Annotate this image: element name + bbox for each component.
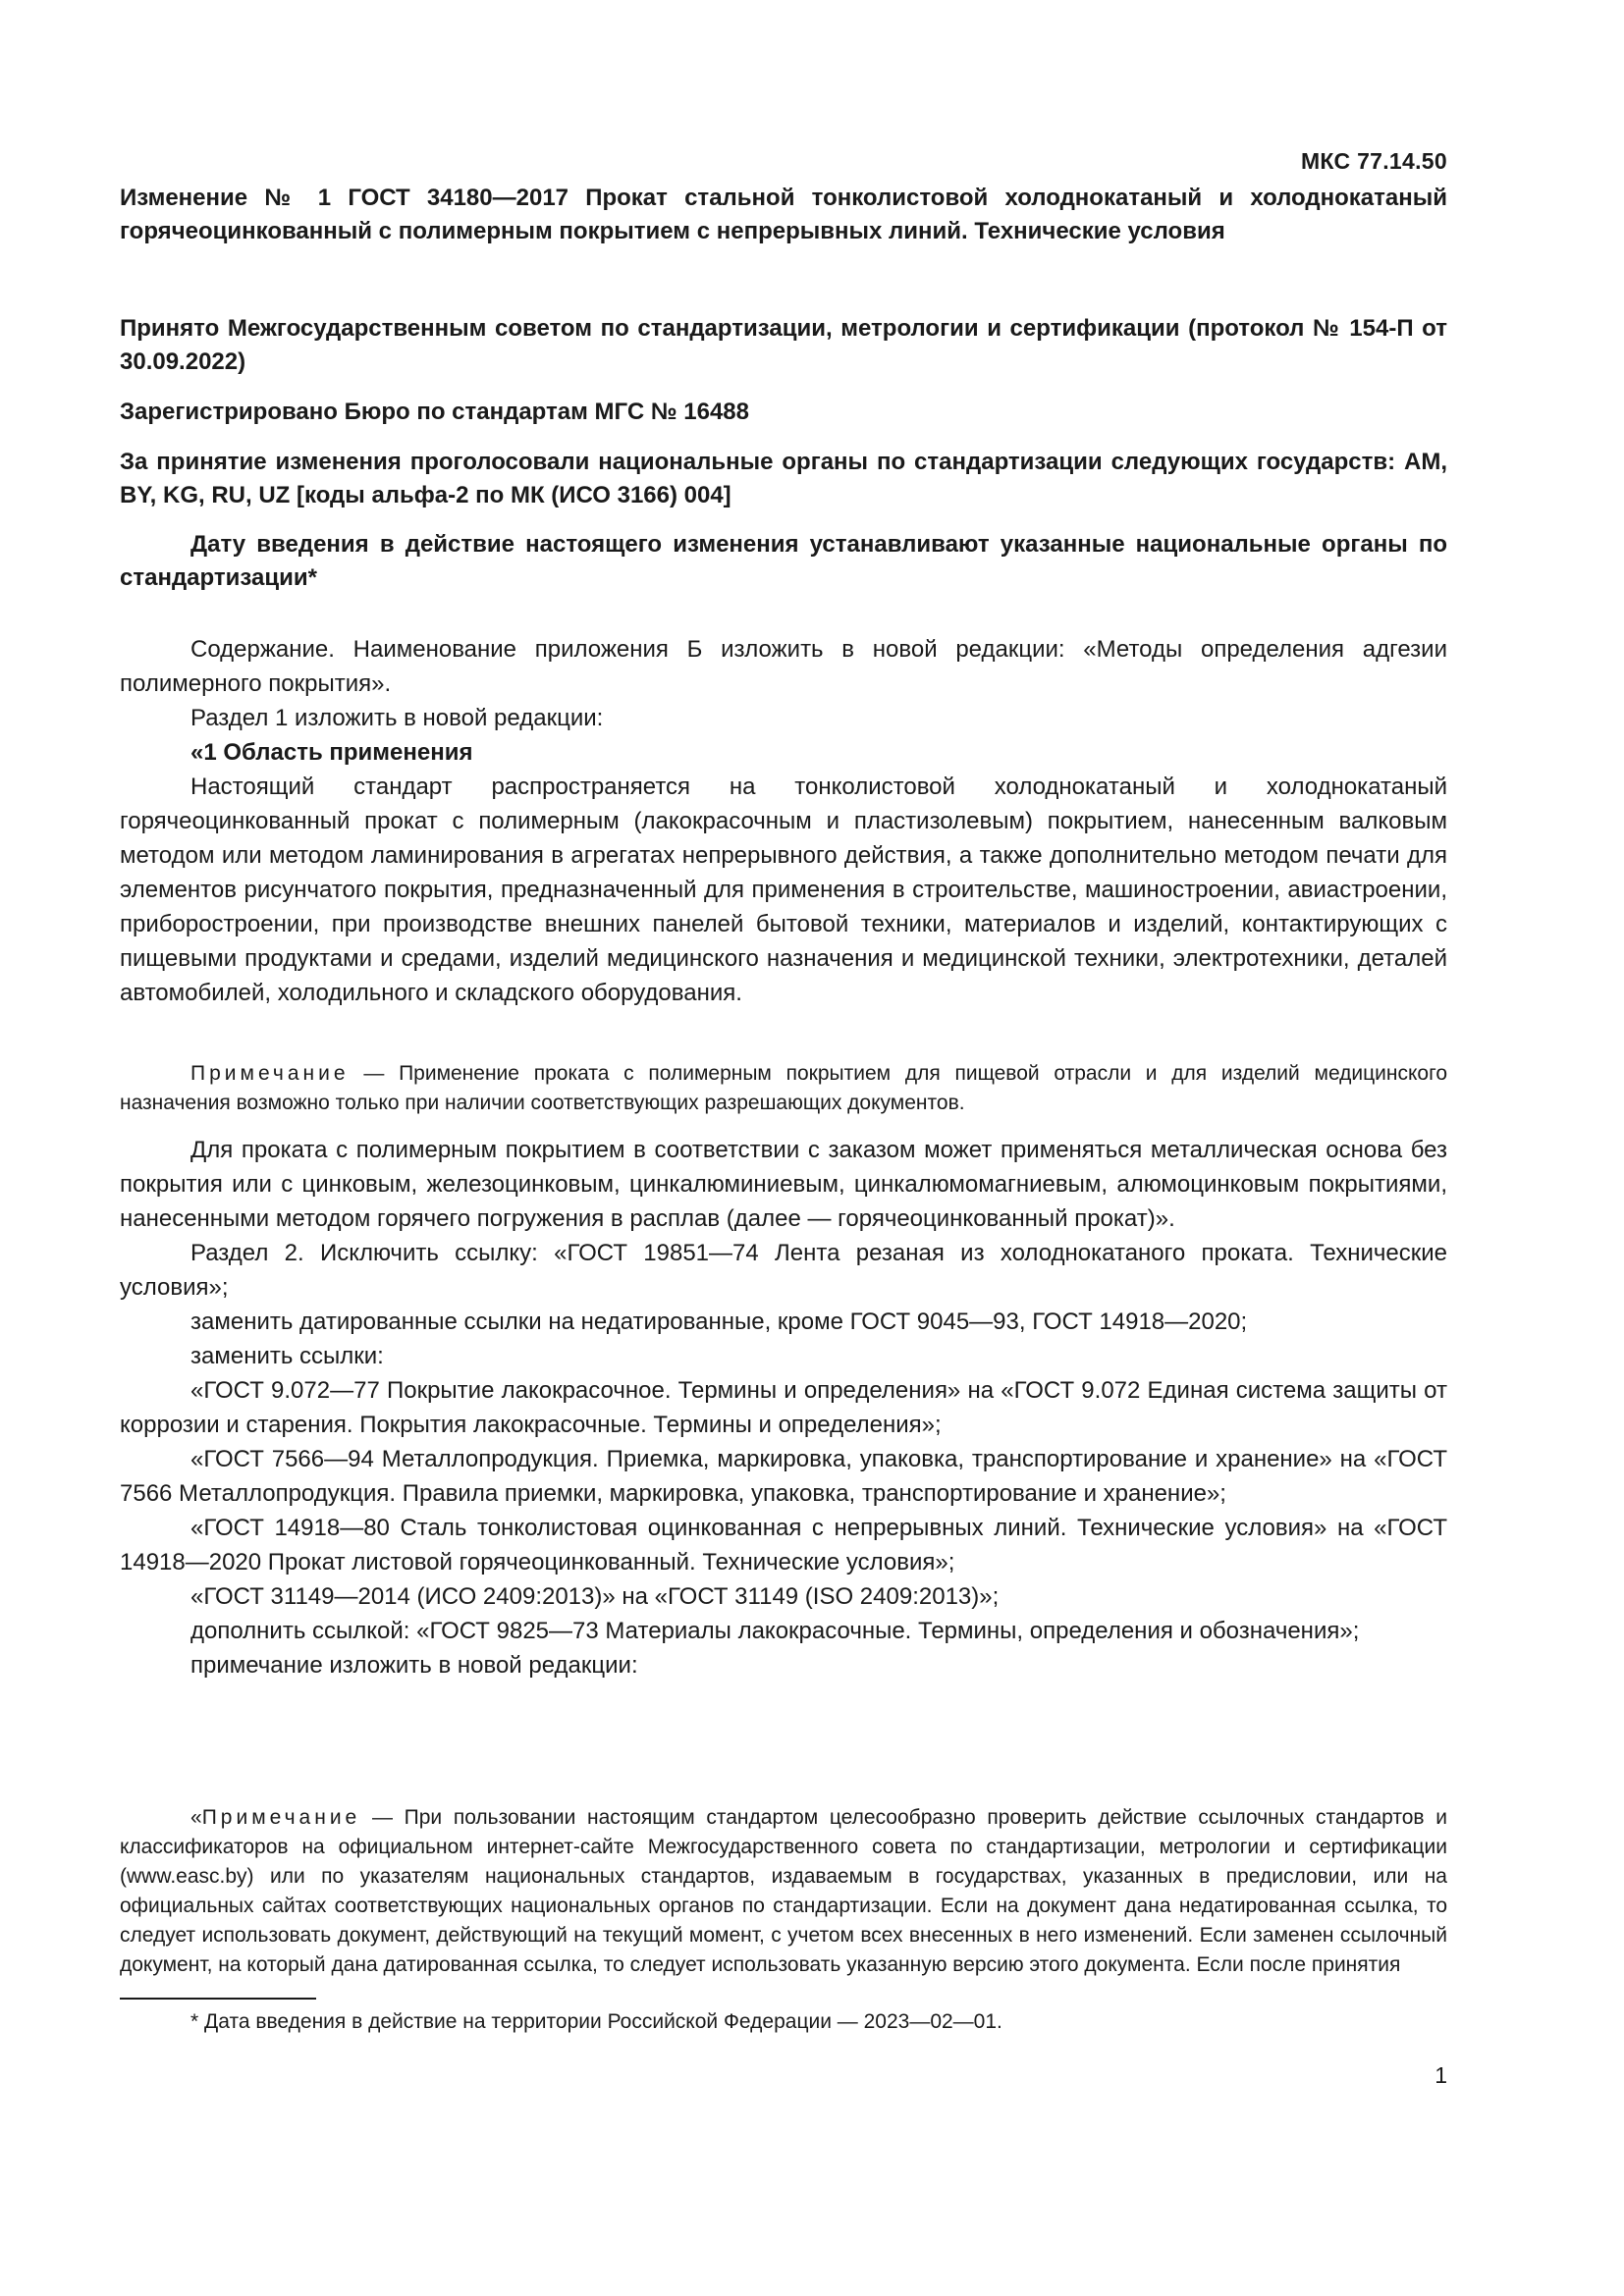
contents-paragraph: Содержание. Наименование приложения Б изложить в новой редакции: «Методы определения адгезии полимерного покрытия». — [120, 636, 1447, 697]
section1-intro: Раздел 1 изложить в новой редакции: — [190, 705, 604, 731]
replace-gost-7566: «ГОСТ 7566—94 Металлопродукция. Приемка, маркировка, упаковка, транспортирование и хранение» на «ГОСТ 7566 Металлопродукция. Правила приемки, маркировка, упаковка, транспортирование и хранение»; — [120, 1446, 1447, 1507]
note-1-text: — Применение проката с полимерным покрытием для пищевой отрасли и для изделий медицинского назначения возможно только при наличии соответствующих разрешающих документов. — [120, 1062, 1447, 1114]
note-2-label: Примечание — [201, 1806, 361, 1829]
note-2-text: — При пользовании настоящим стандартом целесообразно проверить действие ссылочных стандартов и классификаторов на официальном интернет-сайте Межгосударственного совета по стандартизации, метрологии и сертификации (www.easc.by) или по указателям национальных стандартов, издаваемым в государствах, указанных в предисловии, или на официальных сайтах соответствующих национальных органов по стандартизации. Если на документ дана недатированная ссылка, то следует использовать документ, действующий на текущий момент, с учетом всех внесенных в него изменений. Если заменен ссылочный документ, на который дана датированная ссылка, то следует использовать указанную версию этого документа. Если после принятия — [120, 1806, 1447, 1976]
note-2 — [120, 1803, 1447, 1980]
amendment-body-part2 — [120, 1133, 1447, 1682]
adoption-statement: Принято Межгосударственным советом по стандартизации, метрологии и сертификации (протокол № 154-П от 30.09.2022) — [120, 315, 1447, 375]
replace-gost-9072: «ГОСТ 9.072—77 Покрытие лакокрасочное. Термины и определения» на «ГОСТ 9.072 Единая система защиты от коррозии и старения. Покрытия лакокрасочные. Термины и определения»; — [120, 1377, 1447, 1438]
note-replace-intro: примечание изложить в новой редакции: — [190, 1652, 638, 1679]
voting-statement: За принятие изменения проголосовали национальные органы по стандартизации следующих государств: AM, BY, KG, RU, UZ [коды альфа-2 по МК (ИСО 3166) 004] — [120, 449, 1447, 508]
base-metal-paragraph: Для проката с полимерным покрытием в соответствии с заказом может применяться металлическая основа без покрытия или с цинковым, железоцинковым, цинкалюминиевым, цинкалюмомагниевым, алюмоцинковым покрытиями, нанесенными методом горячего погружения в расплав (далее — горячеоцинкованный прокат)». — [120, 1137, 1447, 1232]
effective-date-statement: Дату введения в действие настоящего изменения устанавливают указанные национальные органы по стандартизации* — [120, 531, 1447, 591]
note-2-quote: « — [190, 1806, 202, 1829]
amendment-body-part1 — [120, 632, 1447, 1010]
registration-statement: Зарегистрировано Бюро по стандартам МГС № 16488 — [120, 399, 749, 425]
note-1-label: Примечание — [190, 1062, 350, 1085]
page-number: 1 — [1435, 2062, 1447, 2088]
add-gost-9825: дополнить ссылкой: «ГОСТ 9825—73 Материалы лакокрасочные. Термины, определения и обозначения»; — [190, 1618, 1360, 1644]
replace-gost-14918: «ГОСТ 14918—80 Сталь тонколистовая оцинкованная с непрерывных линий. Технические условия» на «ГОСТ 14918—2020 Прокат листовой горячеоцинкованный. Технические условия»; — [120, 1515, 1447, 1575]
note-1 — [120, 1059, 1447, 1118]
section2-dated-refs: заменить датированные ссылки на недатированные, кроме ГОСТ 9045—93, ГОСТ 14918—2020; — [190, 1308, 1248, 1335]
replace-gost-31149: «ГОСТ 31149—2014 (ИСО 2409:2013)» на «ГОСТ 31149 (ISO 2409:2013)»; — [190, 1583, 1000, 1610]
mks-code: МКС 77.14.50 — [1300, 148, 1447, 174]
section2-replace-intro: заменить ссылки: — [190, 1343, 384, 1369]
footnote: * Дата введения в действие на территории Российской Федерации — 2023—02—01. — [190, 2010, 1002, 2033]
section2-exclude: Раздел 2. Исключить ссылку: «ГОСТ 19851—74 Лента резаная из холоднокатаного проката. Технические условия»; — [120, 1240, 1447, 1301]
section1-heading: «1 Область применения — [190, 739, 473, 766]
footnote-divider — [120, 1998, 316, 2000]
change-title: Изменение № 1 ГОСТ 34180—2017 Прокат стальной тонколистовой холоднокатаный и холоднокатаный горячеоцинкованный с полимерным покрытием с непрерывных линий. Технические условия — [120, 185, 1447, 244]
scope-paragraph: Настоящий стандарт распространяется на тонколистовой холоднокатаный и холоднокатаный горячеоцинкованный прокат с полимерным (лакокрасочным и пластизолевым) покрытием, нанесенным валковым методом или методом ламинирования в агрегатах непрерывного действия, а также дополнительно методом печати для элементов рисунчатого покрытия, предназначенный для применения в строительстве, машиностроении, авиастроении, приборостроении, при производстве внешних панелей бытовой техники, материалов и изделий, контактирующих с пищевыми продуктами и средами, изделий медицинского назначения и медицинской техники, электротехники, деталей автомобилей, холодильного и складского оборудования. — [120, 774, 1447, 1006]
